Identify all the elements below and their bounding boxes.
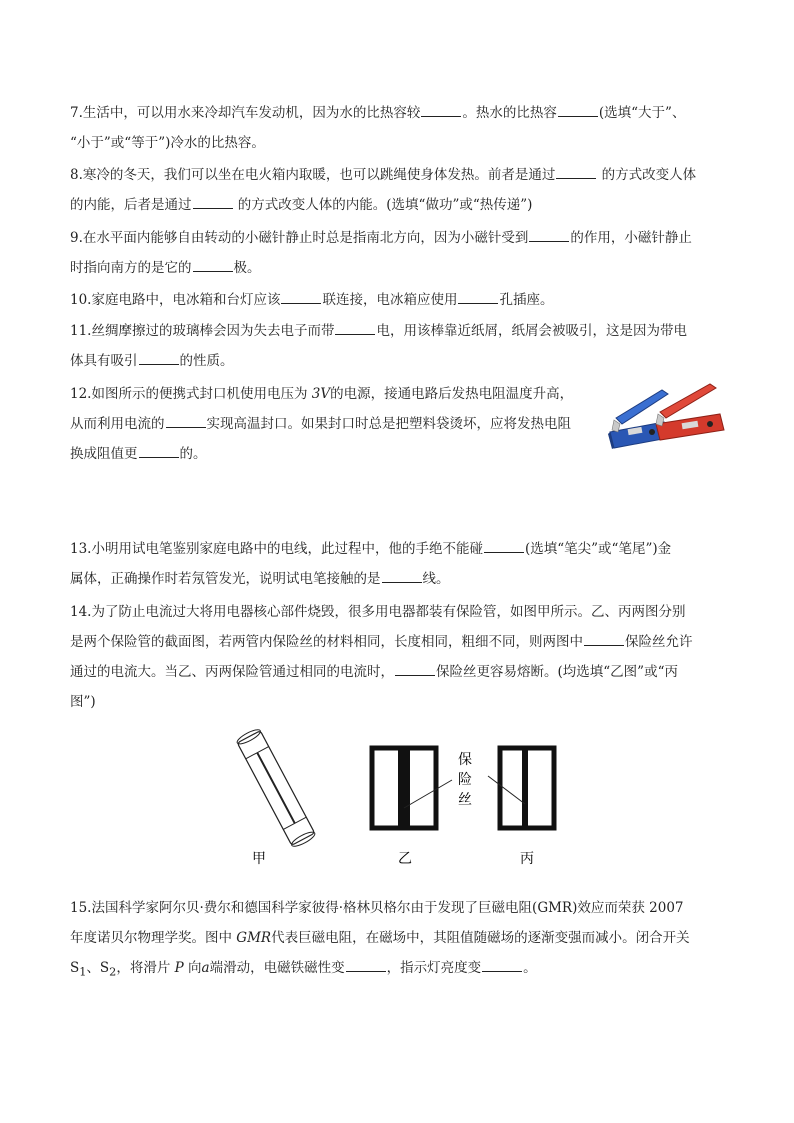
answer-blank[interactable] [484, 535, 524, 553]
fuse-label-char: 险 [458, 772, 472, 788]
question-8: 8.寒冷的冬天，我们可以坐在电火箱内取暖，也可以跳绳使身体发热。前者是通过 的方式改变人体 的内能，后者是通过 的方式改变人体的内能。(选填“做功”或“热传递”) [70, 160, 730, 220]
answer-blank[interactable] [482, 954, 522, 972]
figure-label-bing: 丙 [520, 851, 534, 867]
answer-blank[interactable] [395, 658, 435, 676]
answer-blank[interactable] [529, 224, 569, 242]
answer-blank[interactable] [166, 410, 206, 428]
fuse-figure [230, 718, 570, 870]
fuse-cross-section-bing [488, 748, 554, 828]
question-9: 9.在水平面内能够自由转动的小磁针静止时总是指南北方向，因为小磁针受到 的作用，小磁针静止 时指向南方的是它的 极。 [70, 223, 730, 283]
answer-blank[interactable] [346, 954, 386, 972]
answer-blank[interactable] [139, 347, 179, 365]
answer-blank[interactable] [558, 99, 598, 117]
fuse-tube-drawing [235, 727, 316, 849]
fuse-label-char: 保 [458, 752, 472, 768]
answer-blank[interactable] [382, 565, 422, 583]
answer-blank[interactable] [335, 317, 375, 335]
answer-blank[interactable] [556, 161, 596, 179]
answer-blank[interactable] [458, 286, 498, 304]
question-15: 15.法国科学家阿尔贝·费尔和德国科学家彼得·格林贝格尔由于发现了巨磁电阻(GMR)效应而荣获 2007 年度诺贝尔物理学奖。图中 GMR代表巨磁电阻，在磁场中，其阻值随磁场的逐渐变强而减小。闭合开关 $S_1$、$S_2$，将滑片 P 向a端滑动，电磁铁磁性变 ，指示灯亮度变 。 [70, 900, 690, 979]
answer-blank[interactable] [584, 628, 624, 646]
answer-blank[interactable] [139, 440, 179, 458]
figure-label-jia: 甲 [252, 851, 266, 867]
question-line: 7.生活中，可以用水来冷却汽车发动机，因为水的比热容较 。热水的比热容 (选填“大于”、 [70, 98, 730, 128]
question-line: “小于”或“等于”)冷水的比热容。 [70, 135, 265, 151]
question-11: 11.丝绸摩擦过的玻璃棒会因为失去电子而带 电，用该棒靠近纸屑，纸屑会被吸引，这是因为带电 体具有吸引 的性质。 [70, 316, 730, 376]
question-13: 13.小明用试电笔鉴别家庭电路中的电线，此过程中，他的手绝不能碰 (选填“笔尖”或“笔尾”)金 属体，正确操作时若氖管发光，说明试电笔接触的是 线。 [70, 534, 730, 594]
question-10: 10.家庭电路中，电冰箱和台灯应该 联连接，电冰箱应使用 孔插座。 [70, 285, 730, 315]
answer-blank[interactable] [281, 286, 321, 304]
question-7 [70, 98, 730, 158]
answer-blank[interactable] [193, 254, 233, 272]
fuse-label-char: 丝 [458, 792, 472, 808]
answer-blank[interactable] [193, 191, 233, 209]
heat-sealer-image [606, 380, 726, 452]
fuse-cross-section-yi [372, 748, 452, 828]
answer-blank[interactable] [421, 99, 461, 117]
question-12: 12.如图所示的便携式封口机使用电压为 3V的电源，接通电路后发热电阻温度升高， 从而利用电流的 实现高温封口。如果封口时总是把塑料袋烫坏，应将发热电阻 换成阻值更 的。 [70, 386, 574, 462]
question-14: 14.为了防止电流过大将用电器核心部件烧毁，很多用电器都装有保险管，如图甲所示。乙、丙两图分别 是两个保险管的截面图，若两管内保险丝的材料相同，长度相同，粗细不同，则两图中 保险丝允许 通过的电流大。当乙、丙两保险管通过相同的电流时， 保险丝更容易熔断。(均选填“乙图”或“丙 图”) [70, 604, 693, 710]
figure-label-yi: 乙 [398, 851, 412, 867]
